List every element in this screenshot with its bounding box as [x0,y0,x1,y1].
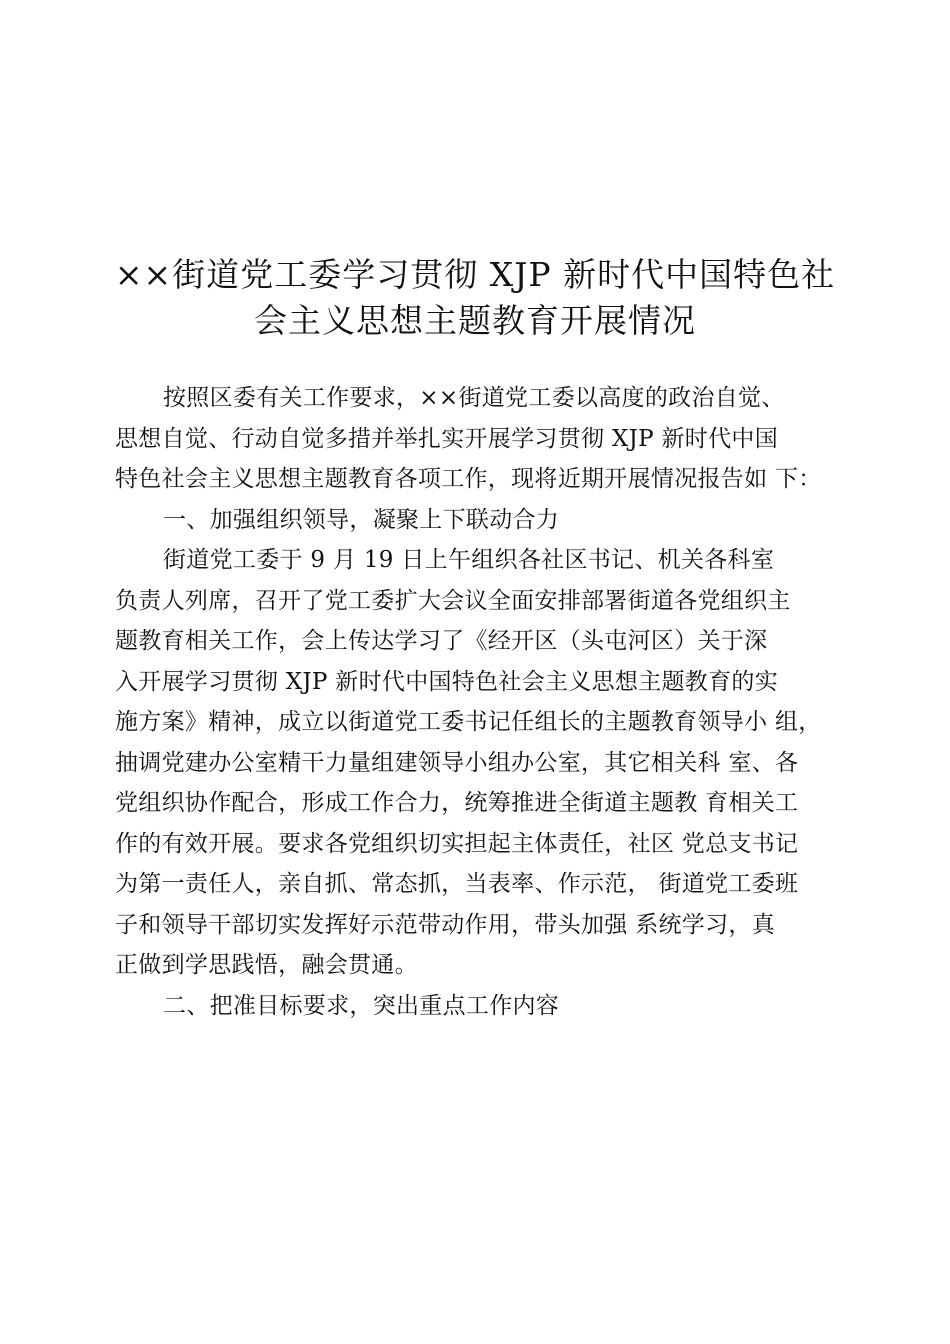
body-line: 负责人列席，召开了党工委扩大会议全面安排部署街道各党组织主 [115,587,791,614]
title-line-1: ××街道党工委学习贯彻 XJP 新时代中国特色社 [114,255,836,294]
body-line: 特色社会主义思想主题教育各项工作，现将近期开展情况报告如 下： [115,466,822,492]
body-line: 入开展学习贯彻 XJP 新时代中国特色社会主义思想主题教育的实 [115,668,778,695]
section-heading-2: 二、把准目标要求，突出重点工作内容 [163,992,560,1019]
body-line: 正做到学思践悟，融会贯通。 [115,952,418,978]
document-body [115,378,840,1026]
body-line: 为第一责任人，亲自抓、常态抓，当表率、作示范， 街道党工委班 [115,871,799,897]
section-heading-1: 一、加强组织领导，凝聚上下联动合力 [163,506,560,533]
body-line: 子和领导干部切实发挥好示范带动作用，带头加强 系统学习，真 [115,911,776,938]
body-line: 施方案》精神，成立以街道党工委书记任组长的主题教育领导小 组， [115,709,822,735]
body-line: 党组织协作配合，形成工作合力，统筹推进全街道主题教 育相关工 [115,790,799,816]
body-line: 按照区委有关工作要求，××街道党工委以高度的政治自觉、 [163,385,785,411]
document-title [100,252,850,344]
title-line-2: 会主义思想主题教育开展情况 [254,301,696,340]
body-line: 抽调党建办公室精干力量组建领导小组办公室，其它相关科 室、各 [115,749,799,776]
body-line: 街道党工委于 9 月 19 日上午组织各社区书记、机关各科室 [163,547,775,573]
body-line: 作的有效开展。要求各党组织切实担起主体责任，社区 党总支书记 [115,830,799,857]
body-line: 题教育相关工作，会上传达学习了《经开区（头屯河区）关于深 [115,628,768,654]
body-line: 思想自觉、行动自觉多措并举扎实开展学习贯彻 XJP 新时代中国 [115,425,778,452]
